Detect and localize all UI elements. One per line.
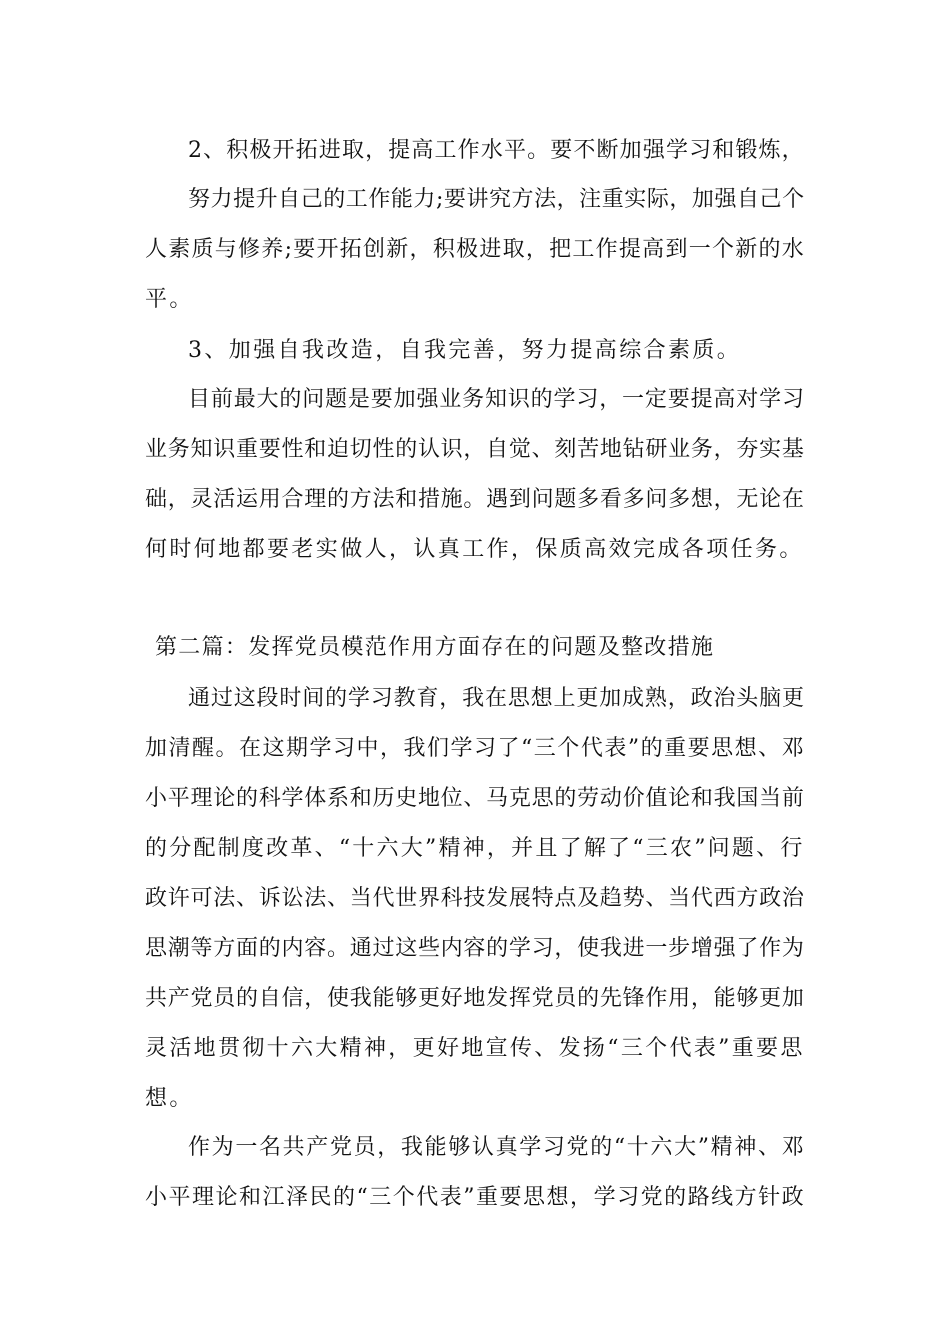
- text-line: 人素质与修养;要开拓创新，积极进取，把工作提高到一个新的水: [145, 237, 806, 262]
- text-line: 加清醒。在这期学习中，我们学习了“三个代表”的重要思想、邓: [145, 736, 806, 761]
- text-line: 2、积极开拓进取，提高工作水平。要不断加强学习和锻炼，: [188, 138, 805, 163]
- text-line: 努力提升自己的工作能力;要讲究方法，注重实际，加强自己个: [188, 187, 805, 212]
- text-line: 想。: [145, 1086, 194, 1111]
- text-line: 作为一名共产党员，我能够认真学习党的“十六大”精神、邓: [188, 1135, 806, 1160]
- text-line: 目前最大的问题是要加强业务知识的学习，一定要提高对学习: [188, 387, 805, 412]
- text-line: 通过这段时间的学习教育，我在思想上更加成熟，政治头脑更: [188, 686, 805, 711]
- text-line: 思潮等方面的内容。通过这些内容的学习，使我进一步增强了作为: [145, 936, 805, 961]
- text-line: 业务知识重要性和迫切性的认识，自觉、刻苦地钻研业务，夯实基: [145, 437, 805, 462]
- text-line: 政许可法、诉讼法、当代世界科技发展特点及趋势、当代西方政治: [145, 886, 805, 911]
- text-line: 灵活地贯彻十六大精神，更好地宣传、发扬“三个代表”重要思: [145, 1036, 805, 1061]
- text-line: 3、加强自我改造，自我完善，努力提高综合素质。: [188, 338, 742, 363]
- text-line: 础，灵活运用合理的方法和措施。遇到问题多看多问多想，无论在: [145, 487, 805, 512]
- text-line: 平。: [145, 287, 194, 312]
- section-heading: 第二篇：发挥党员模范作用方面存在的问题及整改措施: [155, 635, 715, 660]
- text-line: 共产党员的自信，使我能够更好地发挥党员的先锋作用，能够更加: [145, 986, 805, 1011]
- text-line: 小平理论的科学体系和历史地位、马克思的劳动价值论和我国当前: [145, 786, 805, 811]
- text-line: 何时何地都要老实做人，认真工作，保质高效完成各项任务。: [145, 537, 804, 562]
- text-line: 小平理论和江泽民的“三个代表”重要思想，学习党的路线方针政: [145, 1185, 806, 1210]
- text-line: 的分配制度改革、“十六大”精神，并且了解了“三农”问题、行: [145, 836, 805, 861]
